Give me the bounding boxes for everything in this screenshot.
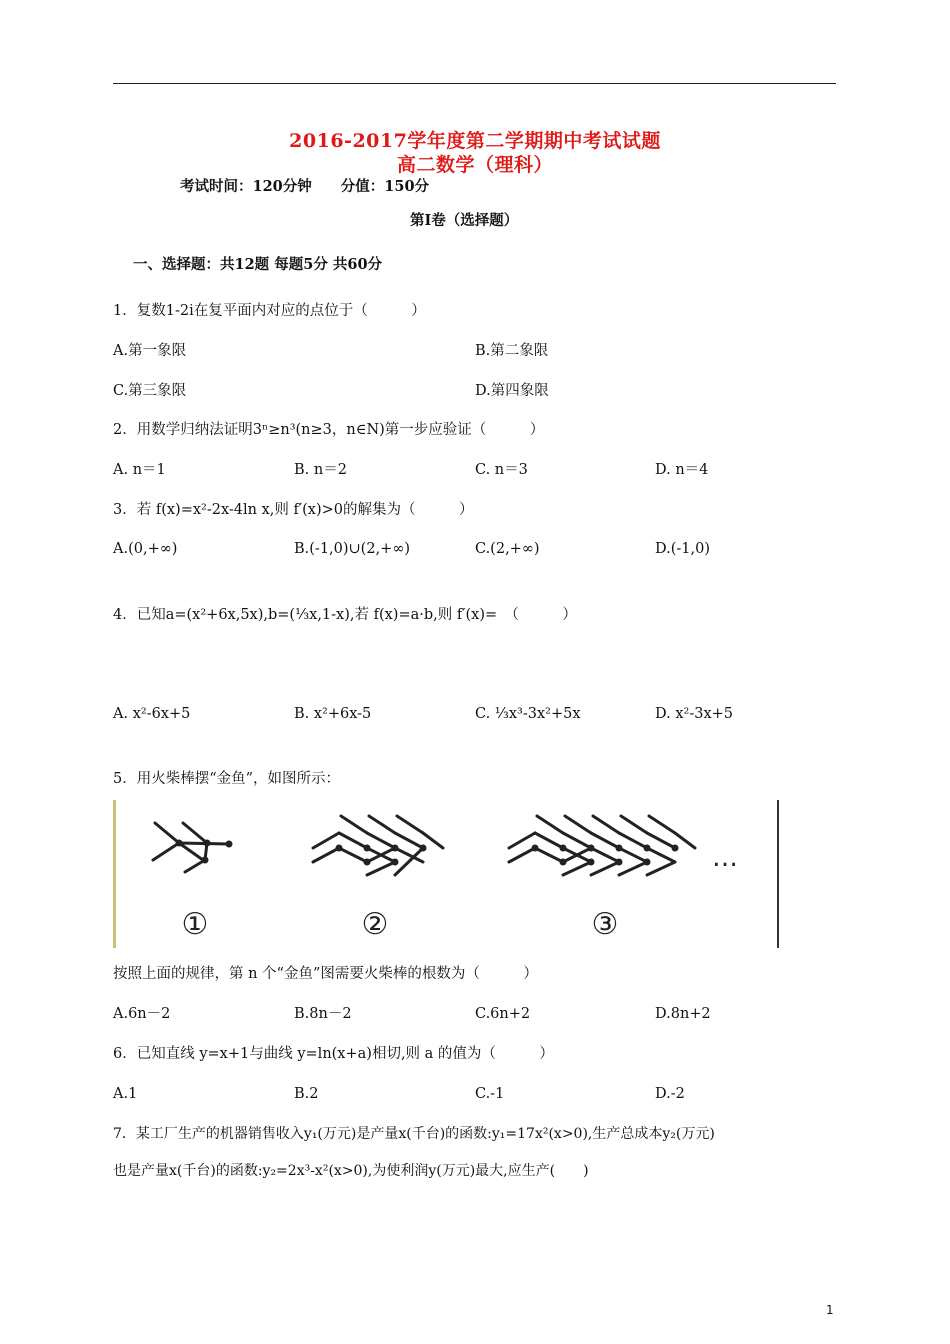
q4-stem: 4．已知a=(x²+6x,5x),b=(⅓x,1-x),若 f(x)=a·b,则 f′(x)= （ ）: [113, 607, 577, 623]
page-number: 1: [826, 1303, 834, 1317]
matchstick-drawing: [113, 800, 779, 948]
q5-followup: 按照上面的规律，第 n 个“金鱼”图需要火柴棒的根数为（ ）: [113, 966, 538, 982]
q2-option-a: A. n＝1: [113, 462, 166, 478]
q5-option-d: D.8n+2: [655, 1006, 711, 1022]
q2-stem: 2．用数学归纳法证明3ⁿ≥n³(n≥3，n∈N)第一步应验证（ ）: [113, 422, 545, 438]
q1-option-a: A.第一象限: [113, 343, 187, 359]
q6-option-a: A.1: [113, 1086, 138, 1102]
figure-right-border: [777, 800, 779, 948]
volume-heading: 第I卷（选择题）: [410, 212, 519, 229]
q6-option-b: B.2: [294, 1086, 319, 1102]
q2-option-c: C. n＝3: [475, 462, 528, 478]
goldfish-matchstick-figure: [113, 800, 779, 948]
q5-option-c: C.6n+2: [475, 1006, 531, 1022]
exam-info: 考试时间：120分钟 分值：150分: [180, 178, 430, 195]
figure-left-border: [113, 800, 116, 948]
q4-option-a: A. x²-6x+5: [113, 706, 191, 722]
q1-stem: 1．复数1-2i在复平面内对应的点位于（ ）: [113, 303, 426, 319]
q6-option-c: C.-1: [475, 1086, 505, 1102]
figure-label-2: ②: [361, 907, 389, 942]
q6-stem: 6．已知直线 y=x+1与曲线 y=ln(x+a)相切,则 a 的值为（ ）: [113, 1046, 554, 1062]
q7-line-2: 也是产量x(千台)的函数:y₂=2x³-x²(x>0),为使利润y(万元)最大,应生产( ): [113, 1163, 589, 1179]
section-heading: 一、选择题：共12题 每题5分 共60分: [133, 256, 383, 273]
q3-option-b: B.(-1,0)∪(2,+∞): [294, 541, 411, 557]
q4-option-d: D. x²-3x+5: [655, 706, 733, 722]
q2-option-d: D. n＝4: [655, 462, 709, 478]
q3-option-a: A.(0,+∞): [113, 541, 178, 557]
q1-option-b: B.第二象限: [475, 343, 549, 359]
q3-stem: 3．若 f(x)=x²-2x-4ln x,则 f′(x)>0的解集为（ ）: [113, 502, 474, 518]
q3-option-d: D.(-1,0): [655, 541, 710, 557]
exam-title: 2016-2017学年度第二学期期中考试试题: [289, 130, 661, 152]
q1-option-d: D.第四象限: [475, 383, 549, 399]
q6-option-d: D.-2: [655, 1086, 685, 1102]
q5-option-b: B.8n－2: [294, 1006, 352, 1022]
q5-stem: 5．用火柴棒摆“金鱼”，如图所示：: [113, 771, 341, 787]
fish-1: [153, 823, 229, 872]
exam-subtitle: 高二数学（理科）: [396, 154, 553, 176]
q4-option-c: C. ⅓x³-3x²+5x: [475, 706, 581, 722]
figure-ellipsis: …: [712, 843, 738, 873]
figure-label-1: ①: [181, 907, 209, 942]
figure-label-3: ③: [591, 907, 619, 942]
header-rule: [113, 83, 836, 84]
q5-option-a: A.6n－2: [113, 1006, 171, 1022]
q2-option-b: B. n＝2: [294, 462, 347, 478]
q1-option-c: C.第三象限: [113, 383, 187, 399]
q7-line-1: 7．某工厂生产的机器销售收入y₁(万元)是产量x(千台)的函数:y₁=17x²(x>0),生产总成本y₂(万元): [113, 1126, 715, 1142]
q3-option-c: C.(2,+∞): [475, 541, 540, 557]
q4-option-b: B. x²+6x-5: [294, 706, 372, 722]
